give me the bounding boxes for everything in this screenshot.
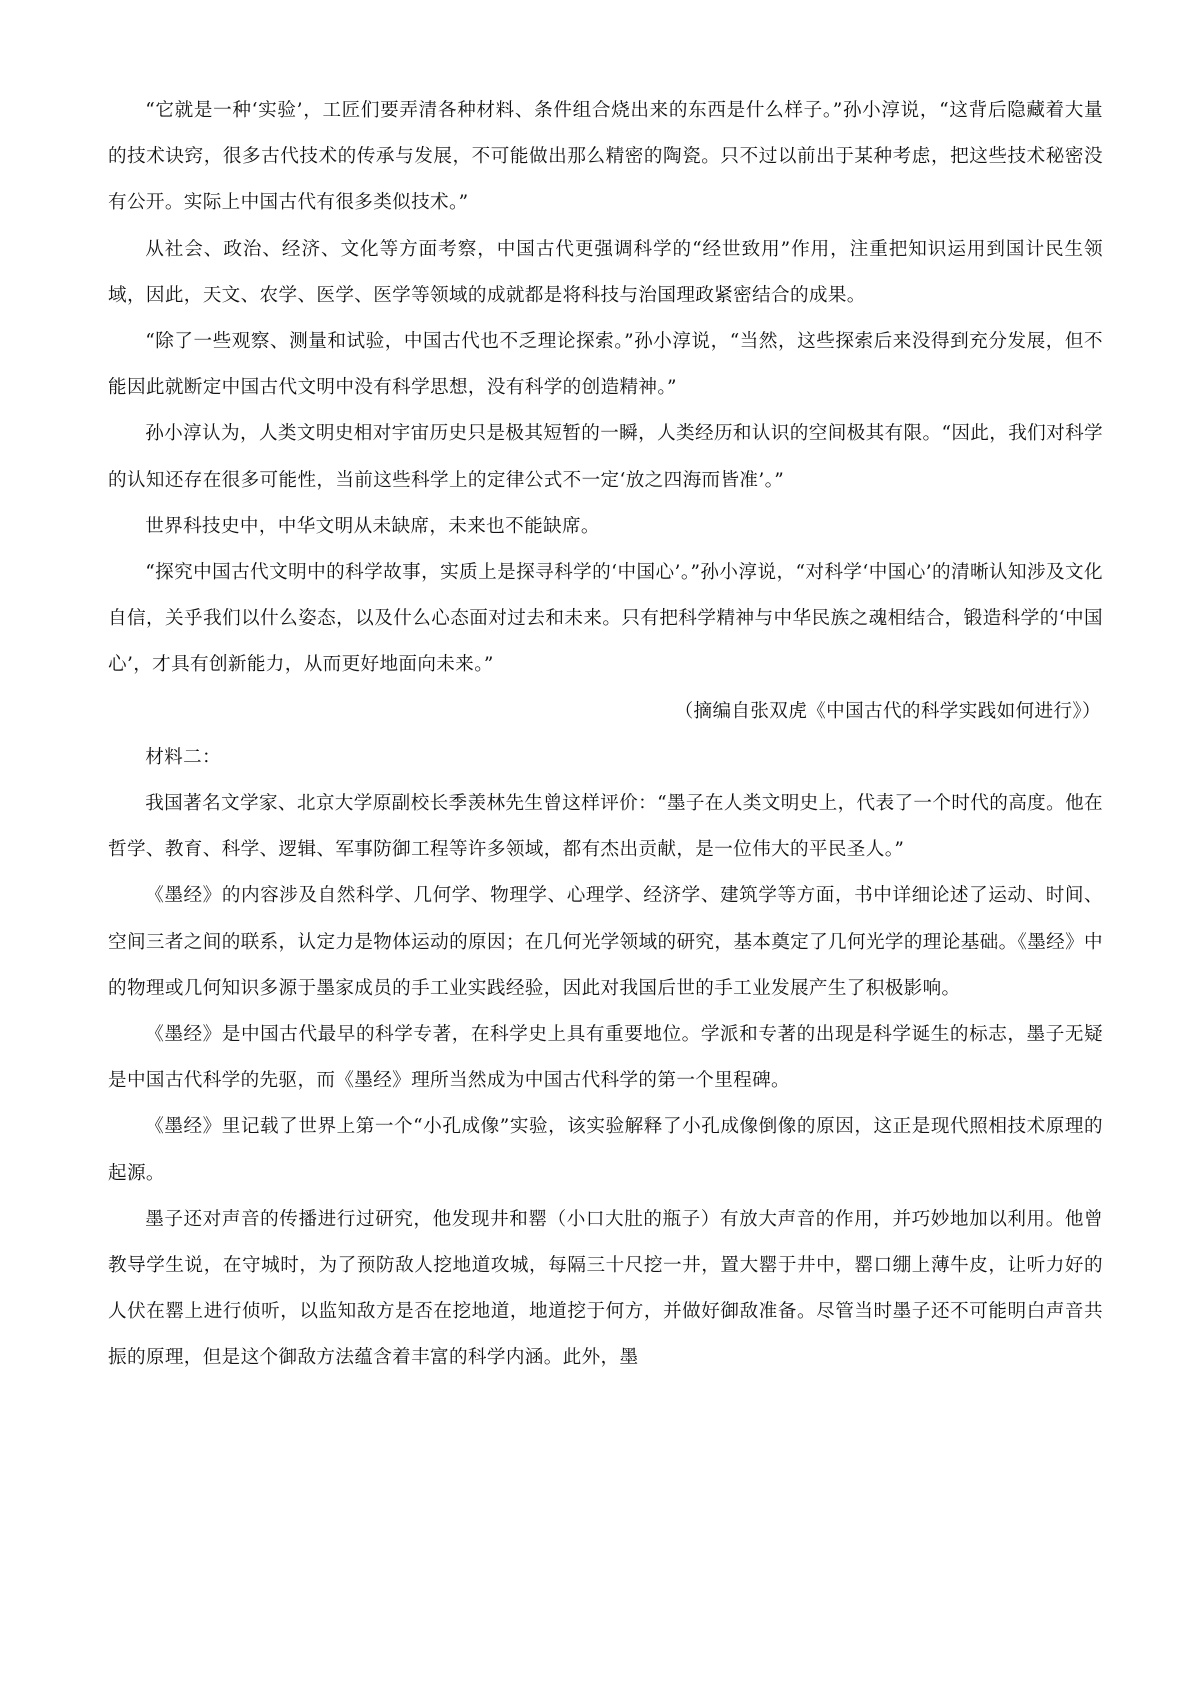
paragraph: 《墨经》里记载了世界上第一个“小孔成像”实验，该实验解释了小孔成像倒像的原因，这正是现代照相技术原理的起源。	[108, 1116, 1103, 1184]
paragraph: 《墨经》是中国古代最早的科学专著，在科学史上具有重要地位。学派和专著的出现是科学诞生的标志，墨子无疑是中国古代科学的先驱，而《墨经》理所当然成为中国古代科学的第一个里程碑。	[108, 1024, 1103, 1092]
source-citation: （摘编自张双虎《中国古代的科学实践如何进行》）	[674, 700, 1101, 722]
paragraph: “探究中国古代文明中的科学故事，实质上是探寻科学的‘中国心’。”孙小淳说，“对科学‘中国心’的清晰认知涉及文化自信，关乎我们以什么姿态，以及什么心态面对过去和未来。只有把科学精神与中华民族之魂相结合，锻造科学的‘中国心’，才具有创新能力，从而更好地面向未来。”	[108, 562, 1103, 676]
paragraph: 世界科技史中，中华文明从未缺席，未来也不能缺席。	[145, 515, 600, 537]
paragraph: “它就是一种‘实验’，工匠们要弄清各种材料、条件组合烧出来的东西是什么样子。”孙小淳说，“这背后隐藏着大量的技术诀窍，很多古代技术的传承与发展，不可能做出那么精密的陶瓷。只不过以前出于某种考虑，把这些技术秘密没有公开。实际上中国古代有很多类似技术。”	[108, 100, 1103, 214]
paragraph: 我国著名文学家、北京大学原副校长季羡林先生曾这样评价：“墨子在人类文明史上，代表了一个时代的高度。他在哲学、教育、科学、逻辑、军事防御工程等许多领域，都有杰出贡献，是一位伟大的平民圣人。”	[108, 793, 1103, 861]
paragraph: “除了一些观察、测量和试验，中国古代也不乏理论探索。”孙小淳说，“当然，这些探索后来没得到充分发展，但不能因此就断定中国古代文明中没有科学思想，没有科学的创造精神。”	[108, 331, 1103, 399]
paragraph: 墨子还对声音的传播进行过研究，他发现井和罂（小口大肚的瓶子）有放大声音的作用，并巧妙地加以利用。他曾教导学生说，在守城时，为了预防敌人挖地道攻城，每隔三十尺挖一井，置大罂于井中，罂口绷上薄牛皮，让听力好的人伏在罂上进行侦听，以监知敌方是否在挖地道，地道挖于何方，并做好御敌准备。尽管当时墨子还不可能明白声音共振的原理，但是这个御敌方法蕴含着丰富的科学内涵。此外，墨	[108, 1208, 1103, 1369]
paragraph: 从社会、政治、经济、文化等方面考察，中国古代更强调科学的“经世致用”作用，注重把知识运用到国计民生领域，因此，天文、农学、医学、医学等领域的成就都是将科技与治国理政紧密结合的成果。	[108, 238, 1103, 306]
paragraph: 《墨经》的内容涉及自然科学、几何学、物理学、心理学、经济学、建筑学等方面，书中详细论述了运动、时间、空间三者之间的联系，认定力是物体运动的原因；在几何光学领域的研究，基本奠定了几何光学的理论基础。《墨经》中的物理或几何知识多源于墨家成员的手工业实践经验，因此对我国后世的手工业发展产生了积极影响。	[108, 885, 1103, 999]
section-label: 材料二：	[145, 746, 221, 768]
document-body	[108, 88, 1103, 1382]
paragraph: 孙小淳认为，人类文明史相对宇宙历史只是极其短暂的一瞬，人类经历和认识的空间极其有限。“因此，我们对科学的认知还存在很多可能性，当前这些科学上的定律公式不一定‘放之四海而皆准’。”	[108, 423, 1103, 491]
